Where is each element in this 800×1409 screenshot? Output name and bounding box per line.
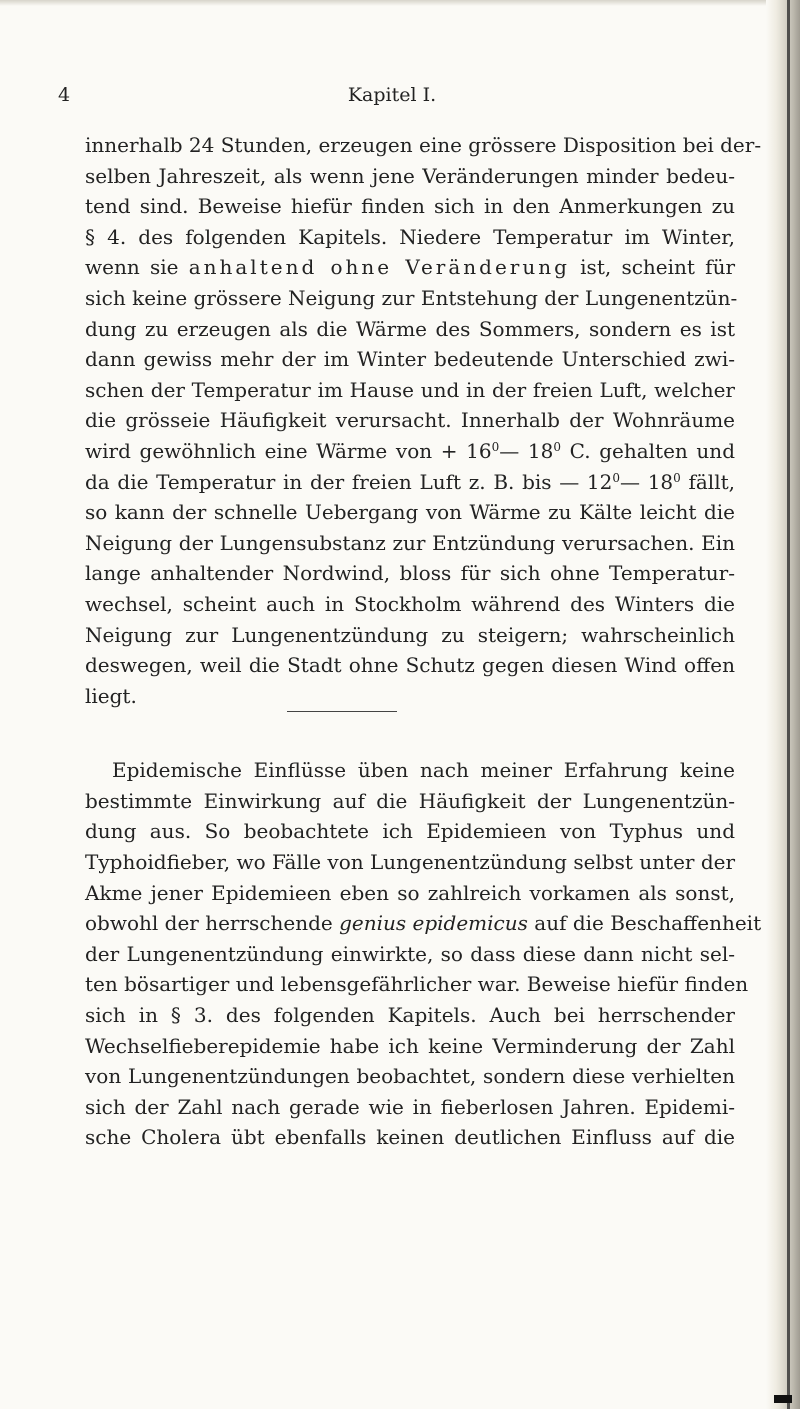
text-line: Epidemische Einflüsse üben nach meiner Erfahrung keine <box>112 758 735 783</box>
text-line: der Lungenentzündung einwirkte, so dass diese dann nicht sel- <box>85 941 735 966</box>
binding-shadow-line <box>787 0 790 1409</box>
text-line: liegt. <box>85 683 137 708</box>
spaced-emphasis: anhaltend ohne Veränderung <box>188 255 570 280</box>
text-fragment: ist, scheint für <box>580 255 736 280</box>
text-line: § 4. des folgenden Kapitels. Niedere Temperatur im Winter, <box>85 224 735 249</box>
text-fragment: wenn sie <box>85 255 179 280</box>
running-head: Kapitel I. <box>347 84 437 106</box>
text-line: Neigung der Lungensubstanz zur Entzündung verursachen. Ein <box>85 530 735 555</box>
text-line: Neigung zur Lungenentzündung zu steigern; wahrscheinlich <box>85 622 735 647</box>
text-line: sich keine grössere Neigung zur Entstehung der Lungenentzün- <box>85 285 738 310</box>
text-line <box>85 467 735 498</box>
degree-mark: 0 <box>553 439 561 454</box>
text-line: bestimmte Einwirkung auf die Häufigkeit der Lungenentzün- <box>85 788 735 813</box>
text-line: innerhalb 24 Stunden, erzeugen eine grössere Disposition bei der- <box>85 133 762 157</box>
text-fragment: wird gewöhnlich eine Wärme von + 16 <box>85 438 492 463</box>
text-line: dung aus. So beobachtete ich Epidemieen von Typhus und <box>85 819 735 844</box>
text-fragment: — 18 <box>499 438 554 463</box>
separator-rule <box>287 711 397 712</box>
body-text <box>85 130 762 1153</box>
text-line <box>85 908 762 939</box>
text-line: dung zu erzeugen als die Wärme des Sommers, sondern es ist <box>85 316 735 341</box>
text-line: sich der Zahl nach gerade wie in fieberlosen Jahren. Epidemi- <box>85 1094 735 1119</box>
text-fragment: C. gehalten und <box>560 438 735 463</box>
text-line: selben Jahreszeit, als wenn jene Veränderungen minder bedeu- <box>85 163 735 188</box>
text-line: von Lungenentzündungen beobachtet, sondern diese verhielten <box>85 1064 735 1089</box>
text-line: die grösseie Häufigkeit verursacht. Innerhalb der Wohnräume <box>85 408 735 433</box>
degree-mark: 0 <box>673 470 681 485</box>
page-binding-edge <box>766 0 800 1409</box>
text-line: sche Cholera übt ebenfalls keinen deutlichen Einfluss auf die <box>85 1125 735 1150</box>
scan-corner-mark <box>774 1395 792 1403</box>
page-header <box>58 84 726 114</box>
text-line: schen der Temperatur im Hause und in der freien Luft, welcher <box>85 377 735 402</box>
text-line: dann gewiss mehr der im Winter bedeutende Unterschied zwi- <box>85 347 735 372</box>
text-line <box>85 436 735 467</box>
text-fragment: obwohl der herrschende <box>85 911 333 936</box>
text-line: tend sind. Beweise hiefür finden sich in den Anmerkungen zu <box>85 194 735 219</box>
text-fragment: auf die Beschaffenheit <box>534 911 762 936</box>
text-line: ten bösartiger und lebensgefährlicher war. Beweise hiefür finden <box>85 972 749 997</box>
italic-phrase: genius epidemicus <box>339 911 528 936</box>
text-line: Akme jener Epidemieen eben so zahlreich vorkamen als sonst, <box>85 880 735 905</box>
text-line: deswegen, weil die Stadt ohne Schutz gegen diesen Wind offen <box>85 653 735 678</box>
text-line: lange anhaltender Nordwind, bloss für sich ohne Temperatur- <box>85 561 735 586</box>
text-fragment: da die Temperatur in der freien Luft z. B. bis — 12 <box>85 469 613 494</box>
page-number: 4 <box>58 84 71 106</box>
text-line: wechsel, scheint auch in Stockholm während des Winters die <box>85 591 735 616</box>
text-line: Wechselfieberepidemie habe ich keine Verminderung der Zahl <box>85 1033 735 1058</box>
text-fragment: fällt, <box>680 469 735 494</box>
page-top-edge <box>0 0 800 6</box>
degree-mark: 0 <box>491 439 500 454</box>
text-line: sich in § 3. des folgenden Kapitels. Auch bei herrschender <box>85 1003 735 1028</box>
text-line: so kann der schnelle Uebergang von Wärme zu Kälte leicht die <box>85 500 735 525</box>
degree-mark: 0 <box>612 470 621 485</box>
section-separator <box>85 711 735 755</box>
text-fragment: — 18 <box>620 469 674 494</box>
text-line <box>85 252 735 283</box>
text-line: Typhoidfieber, wo Fälle von Lungenentzündung selbst unter der <box>85 850 736 875</box>
